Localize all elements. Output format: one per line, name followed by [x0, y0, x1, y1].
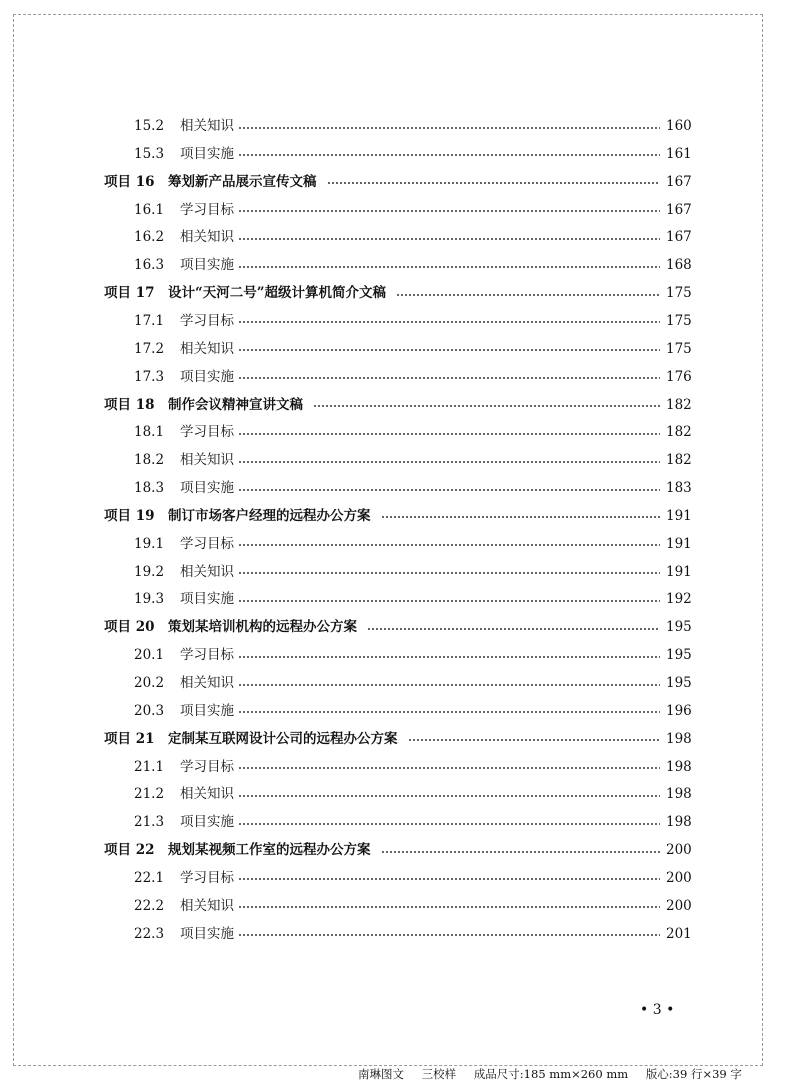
toc-entry-number: 项目 18: [104, 396, 155, 413]
toc-entry-number: 17.3: [134, 368, 165, 385]
toc-entry-number: 22.3: [134, 925, 165, 942]
dot-leader: [238, 823, 660, 825]
toc-entry-number: 21.2: [134, 786, 165, 803]
toc-entry-page: 160: [666, 118, 692, 134]
toc-chapter-row: [104, 726, 692, 752]
toc-entry-number: 17.2: [134, 340, 165, 357]
toc-entry-number: 18.2: [134, 452, 165, 469]
toc-entry-title: 项目实施: [180, 702, 234, 719]
toc-section-row: [134, 475, 692, 501]
toc-entry-page: 176: [666, 368, 692, 385]
toc-entry-number: 项目 20: [104, 619, 155, 636]
toc-entry-number: 项目 19: [104, 507, 155, 524]
toc-section-row: [134, 224, 692, 250]
toc-entry-number: 16.1: [134, 201, 165, 218]
toc-entry-page: 198: [666, 786, 692, 803]
toc-section-row: [134, 113, 692, 139]
toc-entry-number: 15.2: [134, 118, 165, 134]
toc-entry-title: 项目实施: [180, 814, 234, 831]
toc-entry-title: 项目实施: [180, 368, 234, 385]
toc-section-row: [134, 642, 692, 668]
toc-entry-number: 项目 16: [104, 173, 155, 190]
toc-entry-page: 167: [666, 229, 692, 246]
footer-proof: 三校样: [421, 1067, 457, 1081]
dot-leader: [238, 544, 660, 546]
toc-entry-title: 规划某视频工作室的远程办公方案: [168, 842, 371, 859]
toc-entry-page: 192: [666, 591, 692, 608]
toc-entry-page: 200: [666, 842, 692, 859]
toc-entry-number: 16.2: [134, 229, 165, 246]
toc-entry-title: 设计“天河二号”超级计算机简介文稿: [168, 285, 387, 302]
toc-section-row: [134, 754, 692, 780]
dot-leader: [238, 684, 660, 686]
toc-chapter-row: [104, 503, 692, 529]
toc-entry-number: 20.2: [134, 675, 165, 691]
toc-entry-page: 182: [666, 424, 692, 441]
dot-leader: [238, 795, 660, 797]
toc-entry-number: 16.3: [134, 257, 165, 274]
toc-entry-title: 学习目标: [180, 869, 234, 886]
toc-entry-page: 195: [666, 619, 692, 636]
toc-chapter-row: [104, 169, 692, 195]
toc-entry-title: 项目实施: [180, 480, 234, 497]
toc-section-row: [134, 252, 692, 278]
toc-entry-title: 定制某互联网设计公司的远程办公方案: [168, 730, 398, 747]
toc-entry-page: 198: [666, 814, 692, 831]
toc-chapter-row: [104, 837, 692, 863]
toc-entry-page: 175: [666, 285, 692, 302]
toc-entry-page: 167: [666, 173, 692, 190]
toc-section-row: [134, 197, 692, 223]
dot-leader: [238, 238, 660, 240]
toc-entry-title: 相关知识: [180, 675, 234, 691]
toc-entry-page: 201: [666, 925, 692, 942]
dot-leader: [238, 433, 660, 435]
toc-section-row: [134, 419, 692, 445]
toc-entry-title: 策划某培训机构的远程办公方案: [168, 619, 357, 636]
toc-section-row: [134, 336, 692, 362]
toc-entry-number: 22.2: [134, 897, 165, 914]
toc-entry-number: 18.3: [134, 480, 165, 497]
toc-entry-number: 项目 21: [104, 730, 155, 747]
toc-entry-number: 项目 22: [104, 842, 155, 859]
toc-entry-page: 196: [666, 702, 692, 719]
dot-leader: [238, 600, 660, 602]
toc-entry-page: 191: [666, 507, 692, 524]
toc-entry-page: 175: [666, 312, 692, 329]
toc-entry-title: 相关知识: [180, 118, 234, 134]
toc-chapter-row: [104, 392, 692, 418]
dot-leader: [238, 572, 660, 574]
toc-section-row: [134, 670, 692, 696]
toc-section-row: [134, 809, 692, 835]
dot-leader: [238, 489, 660, 491]
print-footer: [358, 1066, 756, 1082]
dot-leader: [238, 349, 660, 351]
toc-entry-page: 198: [666, 730, 692, 747]
toc-entry-number: 15.3: [134, 145, 165, 162]
toc-entry-title: 学习目标: [180, 424, 234, 441]
dot-leader: [408, 739, 661, 741]
toc-entry-page: 195: [666, 647, 692, 664]
toc-entry-page: 195: [666, 675, 692, 691]
toc-section-row: [134, 921, 692, 947]
toc-entry-title: 学习目标: [180, 647, 234, 664]
toc-entry-number: 19.2: [134, 563, 165, 580]
toc-entry-page: 161: [666, 145, 692, 162]
toc-entry-number: 19.3: [134, 591, 165, 608]
toc-section-row: [134, 893, 692, 919]
dot-leader: [238, 377, 660, 379]
toc-entry-number: 19.1: [134, 535, 165, 552]
toc-entry-page: 175: [666, 340, 692, 357]
toc-entry-number: 20.3: [134, 702, 165, 719]
toc-entry-page: 182: [666, 452, 692, 469]
toc-chapter-row: [104, 280, 692, 306]
toc-entry-number: 21.3: [134, 814, 165, 831]
toc-section-row: [134, 781, 692, 807]
dot-leader: [238, 266, 660, 268]
dot-leader: [238, 210, 660, 212]
dot-leader: [238, 656, 660, 658]
dot-leader: [238, 906, 660, 908]
toc-entry-title: 项目实施: [180, 257, 234, 274]
dot-leader: [238, 321, 660, 323]
toc-section-row: [134, 559, 692, 585]
toc-section-row: [134, 531, 692, 557]
toc-entry-page: 200: [666, 869, 692, 886]
toc-entry-title: 筹划新产品展示宣传文稿: [168, 173, 317, 190]
toc-entry-title: 制订市场客户经理的远程办公方案: [168, 507, 371, 524]
dot-leader: [238, 127, 660, 129]
toc-entry-page: 198: [666, 758, 692, 775]
page-number: • 3 •: [640, 1002, 675, 1018]
toc-section-row: [134, 308, 692, 334]
toc-section-row: [134, 364, 692, 390]
toc-entry-page: 183: [666, 480, 692, 497]
toc-entry-number: 21.1: [134, 758, 165, 775]
footer-layout: 版心:39 行×39 字: [645, 1067, 742, 1081]
toc-entry-title: 学习目标: [180, 535, 234, 552]
toc-entry-title: 项目实施: [180, 925, 234, 942]
toc-entry-title: 学习目标: [180, 201, 234, 218]
toc-entry-page: 168: [666, 257, 692, 274]
toc-entry-page: 167: [666, 201, 692, 218]
toc-entry-number: 22.1: [134, 869, 165, 886]
dot-leader: [396, 294, 660, 296]
toc-entry-title: 制作会议精神宣讲文稿: [168, 396, 303, 413]
toc-entry-title: 相关知识: [180, 340, 234, 357]
toc-entry-page: 191: [666, 563, 692, 580]
toc-section-row: [134, 698, 692, 724]
toc-section-row: [134, 141, 692, 167]
toc-entry-title: 相关知识: [180, 897, 234, 914]
toc-section-row: [134, 447, 692, 473]
toc-entry-page: 200: [666, 897, 692, 914]
toc-entry-page: 191: [666, 535, 692, 552]
dot-leader: [367, 628, 660, 630]
toc-entry-number: 17.1: [134, 312, 165, 329]
toc-section-row: [134, 865, 692, 891]
toc-section-row: [134, 586, 692, 612]
toc-entry-title: 项目实施: [180, 145, 234, 162]
dot-leader: [238, 934, 660, 936]
dot-leader: [238, 154, 660, 156]
toc-entry-number: 项目 17: [104, 285, 155, 302]
dot-leader: [381, 516, 661, 518]
footer-publisher: 南琳图文: [358, 1067, 404, 1081]
dot-leader: [313, 405, 660, 407]
toc-entry-title: 相关知识: [180, 452, 234, 469]
dot-leader: [238, 878, 660, 880]
dot-leader: [238, 461, 660, 463]
toc-entry-title: 相关知识: [180, 563, 234, 580]
toc-entry-title: 相关知识: [180, 229, 234, 246]
footer-size: 成品尺寸:185 mm×260 mm: [473, 1067, 629, 1081]
dot-leader: [238, 711, 660, 713]
toc-entry-number: 20.1: [134, 647, 165, 664]
dot-leader: [327, 182, 661, 184]
dot-leader: [381, 851, 661, 853]
dot-leader: [238, 767, 660, 769]
toc-entry-number: 18.1: [134, 424, 165, 441]
toc-entry-page: 182: [666, 396, 692, 413]
toc-entry-title: 相关知识: [180, 786, 234, 803]
toc-entry-title: 学习目标: [180, 758, 234, 775]
toc-chapter-row: [104, 614, 692, 640]
toc-entry-title: 学习目标: [180, 312, 234, 329]
toc-entry-title: 项目实施: [180, 591, 234, 608]
